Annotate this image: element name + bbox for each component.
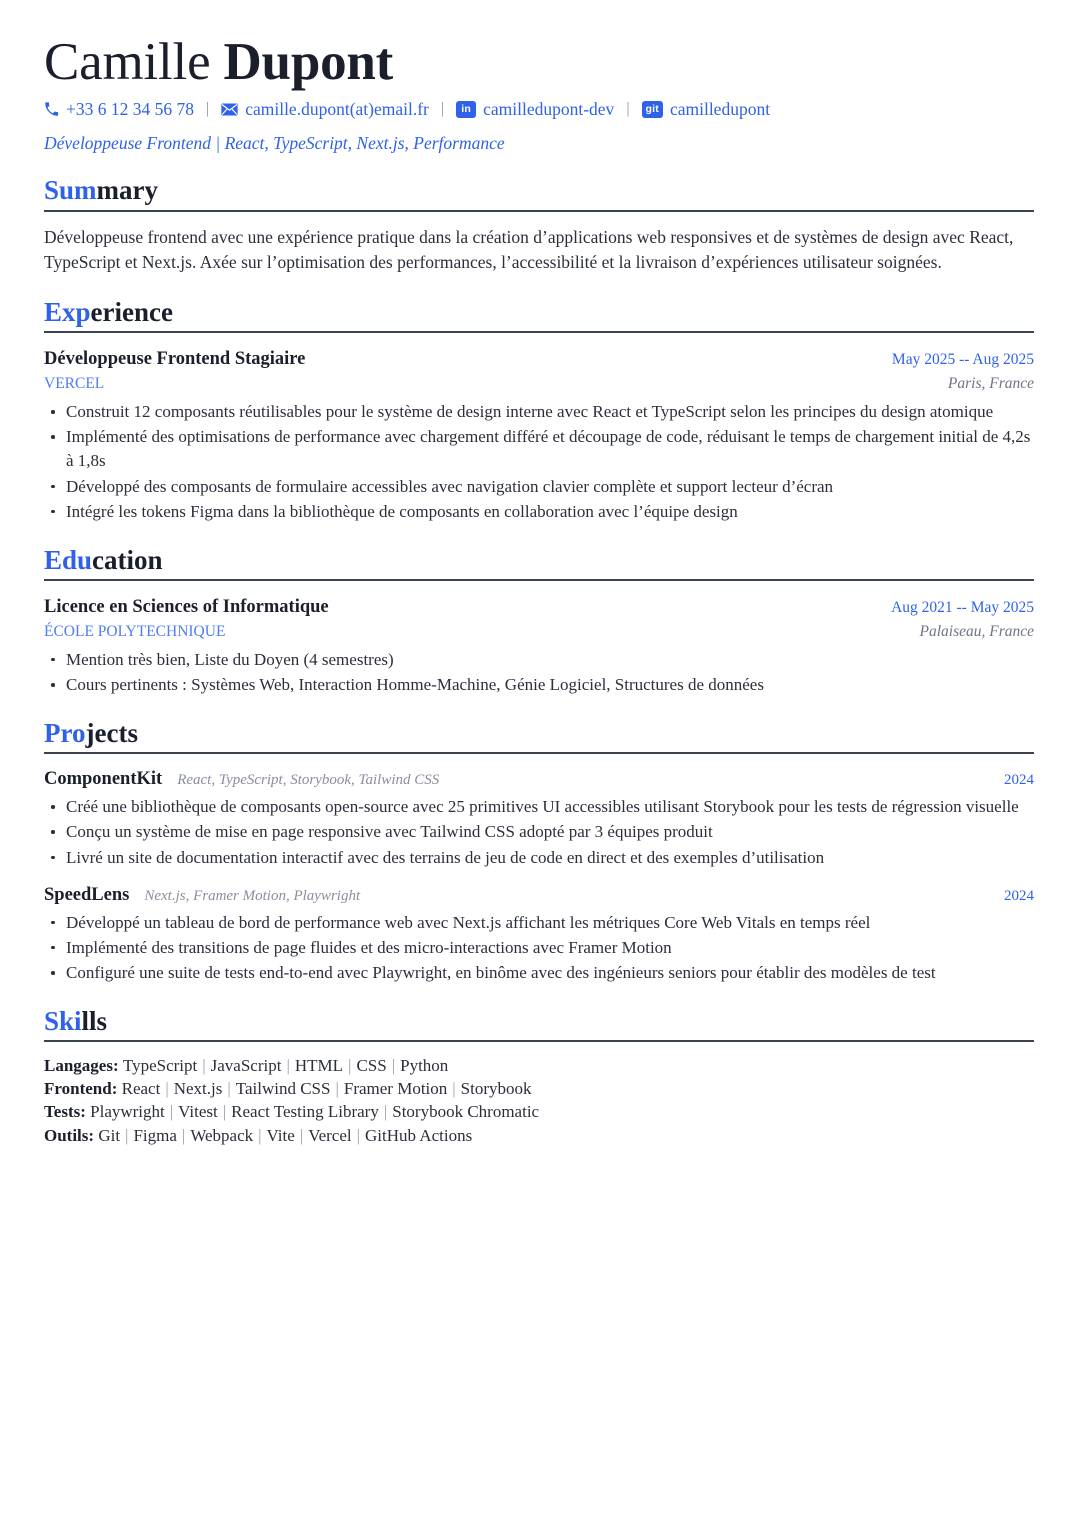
skill-separator: | [383, 1102, 388, 1122]
skill-row [44, 1078, 1034, 1100]
entry-organization: VERCEL [44, 375, 105, 393]
project-stack: Next.js, Framer Motion, Playwright [144, 887, 361, 904]
project-title-row [44, 769, 1034, 790]
entry-date: May 2025 -- Aug 2025 [891, 351, 1034, 369]
entry-organization: ÉCOLE POLYTECHNIQUE [44, 623, 226, 641]
bullet-item: Livré un site de documentation interactif avec des terrains de jeu de code en direct et des exemples d’utilisation [44, 846, 1034, 870]
bullet-item: Configuré une suite de tests end-to-end avec Playwright, en binôme avec des ingénieurs seniors pour établir des modèles de test [44, 961, 1034, 985]
section-divider [44, 579, 1034, 581]
summary-text: Développeuse frontend avec une expérience pratique dans la création d’applications web responsives et de systèmes de design avec React, TypeScript et Next.js. Axée sur l’optimisation des performances, l’accessibilité et la livraison d’expériences utilisateur soignées. [44, 226, 1014, 273]
skill-separator: | [391, 1056, 396, 1076]
skill-separator: | [348, 1056, 352, 1076]
skill-item: GitHub Actions [365, 1125, 473, 1145]
education-list [44, 596, 1034, 697]
contact-item[interactable] [456, 96, 614, 122]
skill-category-label: Langages: [44, 1056, 123, 1076]
section-heading-projects [44, 718, 1034, 751]
section-projects [44, 718, 1034, 985]
bullet-item: Développé un tableau de bord de performance web avec Next.js affichant les métriques Core Web Vitals en temps réel [44, 911, 1034, 935]
skill-separator: | [335, 1079, 339, 1099]
skill-separator: | [165, 1079, 169, 1099]
skill-item: Vercel [308, 1125, 352, 1145]
entry [44, 348, 1034, 523]
section-heading-summary [44, 175, 1034, 208]
section-divider [44, 210, 1034, 212]
email-icon [221, 96, 238, 122]
project-entry [44, 885, 1034, 985]
experience-list [44, 348, 1034, 523]
entry-sub-row [44, 371, 1034, 395]
section-divider [44, 1040, 1034, 1042]
project-title-row [44, 885, 1034, 906]
skill-item: TypeScript [122, 1056, 198, 1076]
project-name: SpeedLens [44, 884, 130, 905]
skill-item: CSS [356, 1056, 387, 1076]
heading-rest: jects [85, 718, 138, 749]
project-bullets [44, 911, 1034, 985]
skill-item: Framer Motion [343, 1079, 448, 1099]
skill-item: Storybook [460, 1079, 532, 1099]
skill-item: Storybook Chromatic [392, 1102, 540, 1122]
skill-separator: | [356, 1125, 361, 1145]
heading-rest: mary [96, 175, 159, 206]
skill-item: HTML [294, 1056, 344, 1076]
heading-rest: erience [90, 297, 173, 328]
skill-separator: | [452, 1079, 456, 1099]
projects-list [44, 769, 1034, 985]
bullet-item: Construit 12 composants réutilisables pour le système de design interne avec React et TypeScript selon les principes du design atomique [44, 400, 1034, 424]
heading-rest: lls [81, 1006, 108, 1037]
contact-separator: | [206, 100, 210, 118]
section-summary [44, 175, 1034, 276]
skill-item: Git [98, 1125, 121, 1145]
skill-items [123, 1056, 448, 1075]
skill-item: React Testing Library [231, 1102, 379, 1122]
bullet-item: Mention très bien, Liste du Doyen (4 semestres) [44, 648, 1034, 672]
entry-bullets [44, 400, 1034, 524]
heading-highlight: Sum [44, 175, 97, 206]
project-heading [44, 885, 360, 906]
first-name: Camille [44, 33, 211, 91]
skill-item: Figma [133, 1125, 177, 1145]
github-icon: git [642, 101, 663, 119]
skill-item: Playwright [90, 1102, 165, 1122]
skill-item: Tailwind CSS [235, 1079, 331, 1099]
phone-icon [44, 96, 59, 122]
entry-bullets [44, 648, 1034, 697]
skill-items [98, 1126, 472, 1145]
entry-location: Paris, France [947, 375, 1034, 393]
bullet-item: Implémenté des transitions de page fluides et des micro-interactions avec Framer Motion [44, 936, 1034, 960]
skill-separator: | [202, 1056, 206, 1076]
project-year: 2024 [1004, 772, 1034, 789]
contact-item[interactable] [221, 96, 429, 122]
skill-category-label: Frontend: [44, 1079, 122, 1099]
section-education [44, 545, 1034, 697]
entry-title: Licence en Sciences of Informatique [44, 597, 329, 617]
entry [44, 596, 1034, 697]
skill-item: Webpack [190, 1125, 254, 1145]
contact-text: camilledupont [669, 99, 771, 120]
resume-header [44, 34, 1034, 154]
entry-title: Développeuse Frontend Stagiaire [44, 349, 306, 370]
skill-item: JavaScript [210, 1056, 282, 1076]
skill-separator: | [222, 1102, 227, 1122]
entry-location: Palaiseau, France [919, 623, 1034, 641]
skill-item: Vitest [178, 1102, 218, 1122]
skill-separator: | [258, 1125, 262, 1145]
bullet-item: Intégré les tokens Figma dans la bibliothèque de composants en collaboration avec l’équipe design [44, 500, 1034, 524]
skill-separator: | [125, 1125, 129, 1145]
project-stack: React, TypeScript, Storybook, Tailwind CSS [177, 772, 440, 789]
skill-separator: | [227, 1079, 231, 1099]
heading-highlight: Pro [44, 718, 86, 749]
skill-category-label: Tests: [44, 1102, 91, 1122]
section-divider [44, 752, 1034, 754]
contact-text: camille.dupont(at)email.fr [245, 99, 429, 120]
contact-line [44, 96, 1034, 122]
project-heading [44, 769, 439, 790]
heading-rest: cation [92, 544, 163, 575]
section-heading-education [44, 545, 1034, 578]
skill-item: Next.js [173, 1079, 223, 1099]
bullet-item: Conçu un système de mise en page responsive avec Tailwind CSS adopté par 3 équipes produit [44, 820, 1034, 844]
entry-title-row [44, 348, 1034, 371]
contact-separator: | [626, 100, 630, 118]
skill-item: Python [400, 1056, 449, 1076]
heading-highlight: Edu [44, 544, 93, 575]
bullet-item: Implémenté des optimisations de performance avec chargement différé et découpage de code, réduisant le temps de chargement initial de 4,2s à 1,8s [44, 425, 1034, 473]
bullet-item: Cours pertinents : Systèmes Web, Interaction Homme-Machine, Génie Logiciel, Structures de données [44, 673, 1034, 697]
skill-separator: | [169, 1102, 174, 1122]
entry-date: Aug 2021 -- May 2025 [891, 599, 1034, 616]
section-heading-skills [44, 1006, 1034, 1039]
linkedin-icon: in [456, 101, 476, 119]
entry-title-row [44, 596, 1034, 619]
contact-item[interactable] [642, 96, 771, 122]
contact-item[interactable] [44, 96, 194, 122]
heading-highlight: Ski [44, 1006, 82, 1037]
project-entry [44, 769, 1034, 869]
entry-sub-row [44, 619, 1034, 643]
skill-separator: | [181, 1125, 186, 1145]
skill-items [122, 1079, 532, 1098]
heading-highlight: Exp [44, 297, 91, 328]
project-bullets [44, 795, 1034, 869]
skill-category-label: Outils: [44, 1125, 99, 1145]
skills-list [44, 1055, 1034, 1146]
section-skills [44, 1006, 1034, 1147]
contact-separator: | [440, 100, 445, 118]
skill-row [44, 1125, 1034, 1147]
project-year: 2024 [1004, 887, 1034, 904]
professional-tagline: Développeuse Frontend | React, TypeScript, Next.js, Performance [44, 133, 505, 154]
candidate-name [44, 34, 1034, 90]
bullet-item: Développé des composants de formulaire accessibles avec navigation clavier complète et support lecteur d’écran [44, 475, 1034, 499]
skill-item: Vite [266, 1125, 295, 1145]
section-divider [44, 331, 1034, 333]
contact-text: +33 6 12 34 56 78 [66, 99, 194, 120]
contact-text: camilledupont-dev [483, 99, 615, 120]
skill-separator: | [299, 1125, 304, 1145]
section-experience [44, 297, 1034, 524]
project-name: ComponentKit [44, 769, 163, 790]
skill-separator: | [286, 1056, 290, 1076]
last-name: Dupont [223, 33, 394, 91]
section-heading-experience [44, 297, 1034, 330]
skill-row [44, 1055, 1034, 1077]
bullet-item: Créé une bibliothèque de composants open-source avec 25 primitives UI accessibles utilisant Storybook pour les tests de régression visuelle [44, 795, 1034, 819]
skill-item: React [121, 1079, 161, 1099]
skill-items [90, 1102, 539, 1121]
skill-row [44, 1101, 1034, 1123]
